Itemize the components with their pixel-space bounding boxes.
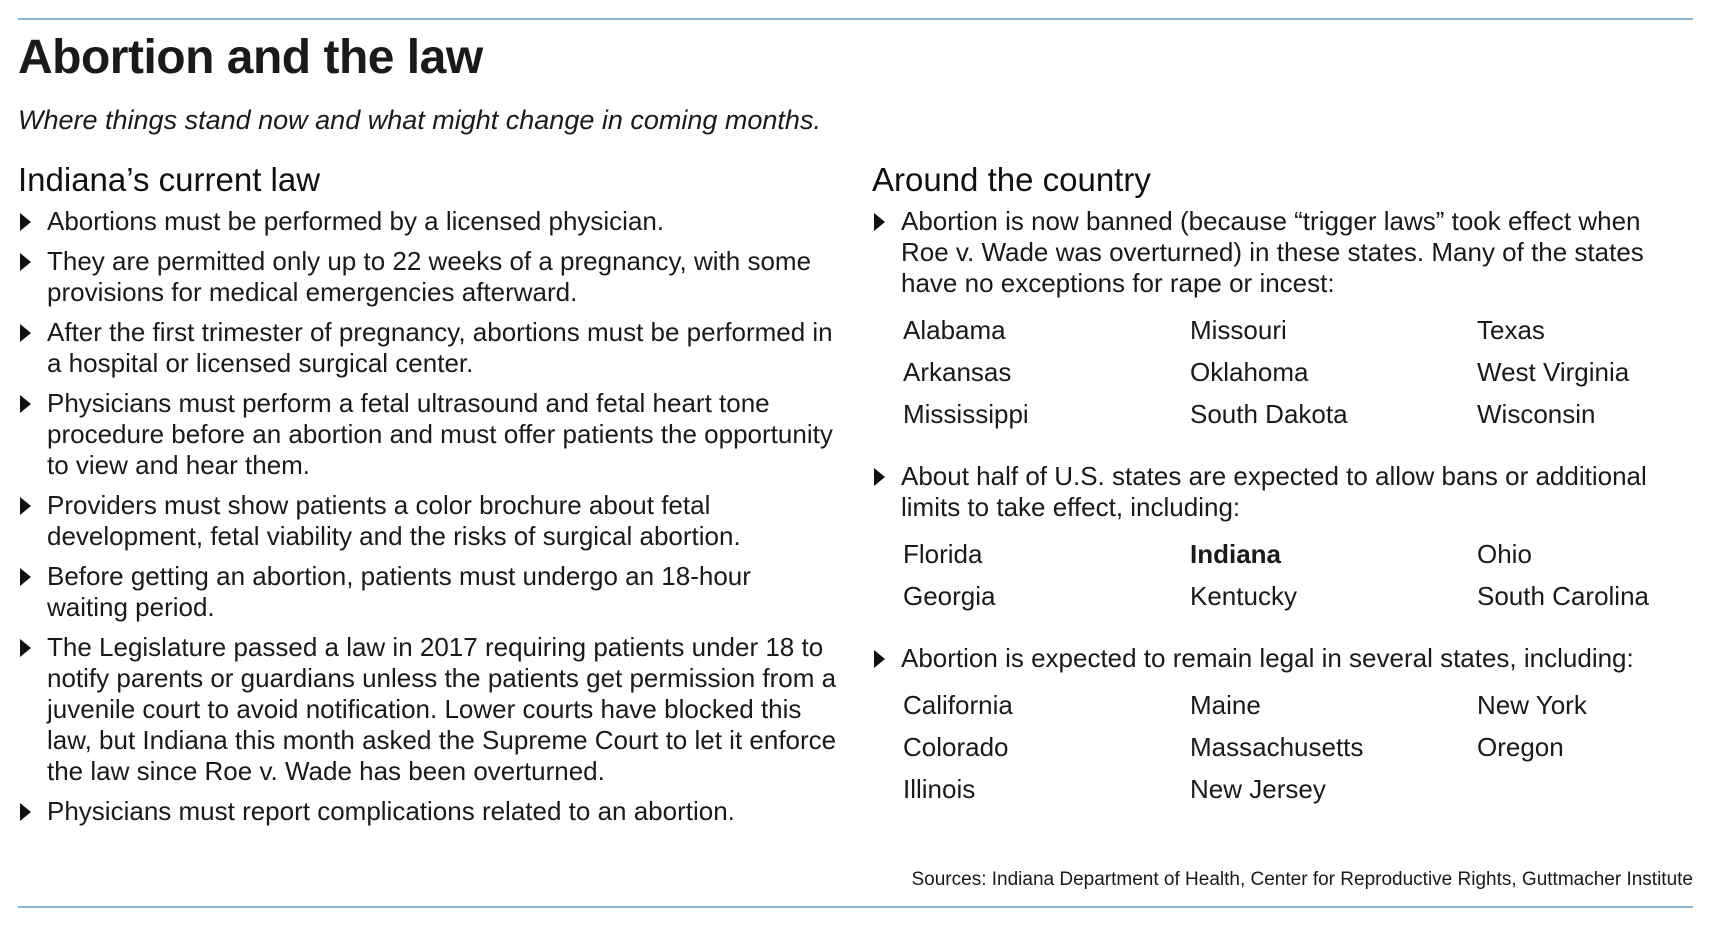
state-name: Ohio	[1477, 539, 1532, 569]
bullet-triangle-icon	[20, 324, 31, 342]
state-name: Oregon	[1477, 732, 1564, 762]
source-note: Sources: Indiana Department of Health, Center for Reproductive Rights, Guttmacher Institute	[911, 869, 1693, 890]
state-name: South Carolina	[1477, 581, 1649, 611]
state-name: West Virginia	[1477, 357, 1630, 387]
limits-states-grid	[903, 533, 1692, 617]
banned-group	[872, 206, 1692, 435]
list-item: Providers must show patients a color brochure about fetal development, fetal viability and the risks of surgical abortion.	[18, 490, 838, 552]
state-name: Alabama	[903, 315, 1006, 345]
bullet-triangle-icon	[20, 213, 31, 231]
bullet-triangle-icon	[20, 568, 31, 586]
bullet-triangle-icon	[20, 395, 31, 413]
state-name: Mississippi	[903, 399, 1029, 429]
page-title: Abortion and the law	[18, 31, 483, 84]
banned-states-grid	[903, 309, 1692, 435]
indiana-law-list	[18, 206, 838, 827]
state-name: Wisconsin	[1477, 399, 1596, 429]
state-name: Texas	[1477, 315, 1545, 345]
state-name: California	[903, 690, 1013, 720]
country-column	[872, 160, 1692, 836]
state-name: Maine	[1190, 690, 1261, 720]
bullet-triangle-icon	[874, 650, 885, 668]
state-name: Florida	[903, 539, 983, 569]
legal-states-grid	[903, 684, 1692, 810]
list-item: About half of U.S. states are expected to allow bans or additional limits to take effect, including:	[872, 461, 1692, 523]
state-name: Georgia	[903, 581, 996, 611]
bullet-triangle-icon	[20, 803, 31, 821]
page-subtitle: Where things stand now and what might change in coming months.	[18, 105, 821, 135]
bottom-rule	[18, 906, 1693, 908]
state-name: Missouri	[1190, 315, 1287, 345]
state-name: New Jersey	[1190, 774, 1326, 804]
state-name: South Dakota	[1190, 399, 1348, 429]
bullet-triangle-icon	[874, 213, 885, 231]
state-name: Indiana	[1190, 539, 1282, 569]
state-name: Kentucky	[1190, 581, 1297, 611]
indiana-law-column	[18, 160, 838, 836]
list-item: Physicians must report complications related to an abortion.	[18, 796, 838, 827]
bullet-triangle-icon	[20, 639, 31, 657]
top-rule	[18, 18, 1693, 20]
state-name: New York	[1477, 690, 1587, 720]
indiana-law-heading: Indiana’s current law	[18, 161, 321, 198]
state-name: Oklahoma	[1190, 357, 1309, 387]
country-heading: Around the country	[872, 161, 1151, 198]
bullet-triangle-icon	[874, 468, 885, 486]
state-name: Arkansas	[903, 357, 1012, 387]
list-item: Abortion is expected to remain legal in several states, including:	[872, 643, 1692, 674]
list-item: After the first trimester of pregnancy, abortions must be performed in a hospital or licensed surgical center.	[18, 317, 838, 379]
state-name: Massachusetts	[1190, 732, 1364, 762]
legal-group	[872, 643, 1692, 810]
bullet-triangle-icon	[20, 497, 31, 515]
list-item: The Legislature passed a law in 2017 requiring patients under 18 to notify parents or guardians unless the patients get permission from a juvenile court to avoid notification. Lower courts have blocked this law, but Indiana this month asked the Supreme Court to let it enforce the law since Roe v. Wade has been overturned.	[18, 632, 838, 787]
list-item: Before getting an abortion, patients must undergo an 18-hour waiting period.	[18, 561, 838, 623]
list-item: Abortion is now banned (because “trigger laws” took effect when Roe v. Wade was overturned) in these states. Many of the states have no exceptions for rape or incest:	[872, 206, 1692, 299]
state-name: Illinois	[903, 774, 976, 804]
list-item: Physicians must perform a fetal ultrasound and fetal heart tone procedure before an abortion and must offer patients the opportunity to view and hear them.	[18, 388, 838, 481]
list-item: Abortions must be performed by a licensed physician.	[18, 206, 838, 237]
limits-group	[872, 461, 1692, 617]
list-item: They are permitted only up to 22 weeks of a pregnancy, with some provisions for medical emergencies afterward.	[18, 246, 838, 308]
bullet-triangle-icon	[20, 253, 31, 271]
state-name: Colorado	[903, 732, 1009, 762]
